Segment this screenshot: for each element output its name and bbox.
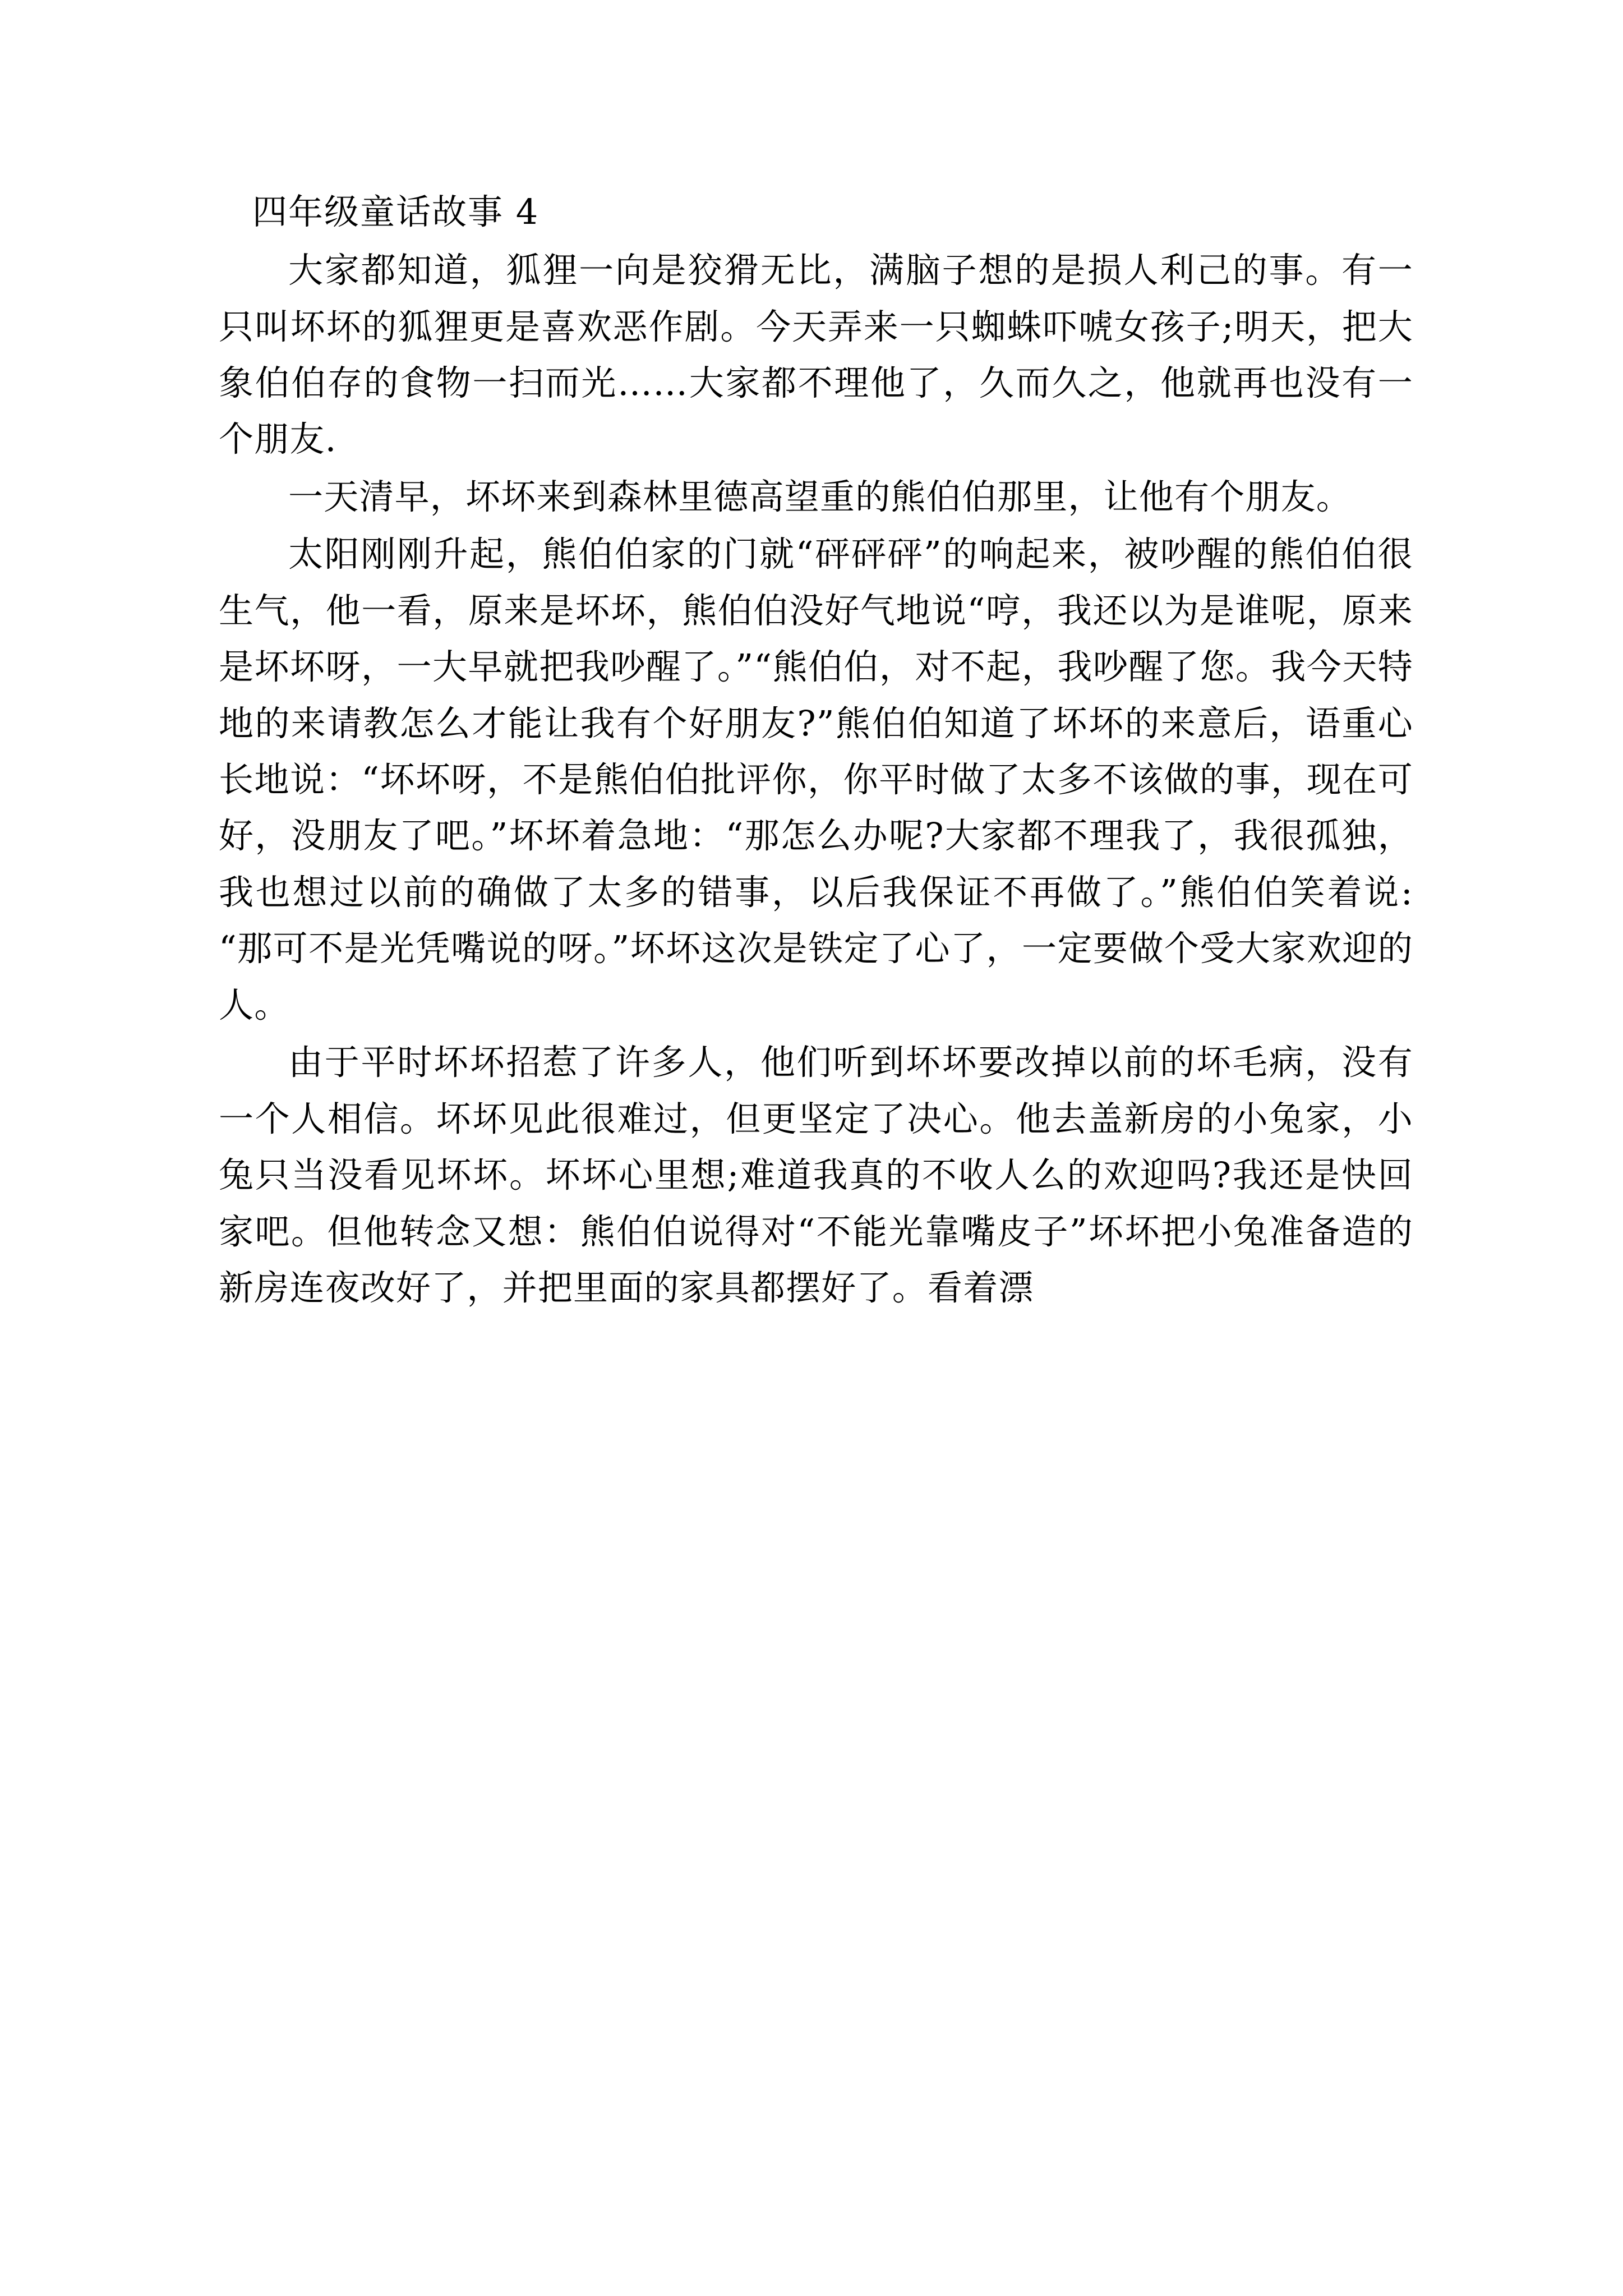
paragraph-2: 一天清早，坏坏来到森林里德高望重的熊伯伯那里，让他有个朋友。 [288, 476, 1352, 517]
paragraph-4: 由于平时坏坏招惹了许多人，他们听到坏坏要改掉以前的坏毛病，没有一个人相信。坏坏见此很难过，但更坚定了决心。他去盖新房的小兔家，小兔只当没看见坏坏。坏坏心里想;难道我真的不收人么的欢迎吗?我还是快回家吧。但他转念又想：熊伯伯说得对“不能光靠嘴皮子”坏坏把小兔准备造的新房连夜改好了，并把里面的家具都摆好了。看着漂 [219, 1042, 1413, 1308]
page-title: 四年级童话故事 4 [252, 191, 540, 232]
document-body [219, 185, 1413, 1316]
paragraph-1: 大家都知道，狐狸一向是狡猾无比，满脑子想的是损人利己的事。有一只叫坏坏的狐狸更是喜欢恶作剧。今天弄来一只蜘蛛吓唬女孩子;明天，把大象伯伯存的食物一扫而光……大家都不理他了，久而久之，他就再也没有一个朋友. [219, 250, 1413, 460]
paragraph-3: 太阳刚刚升起，熊伯伯家的门就“砰砰砰”的响起来，被吵醒的熊伯伯很生气，他一看，原来是坏坏，熊伯伯没好气地说“哼，我还以为是谁呢，原来是坏坏呀，一大早就把我吵醒了。”“熊伯伯，对不起，我吵醒了您。我今天特地的来请教怎么才能让我有个好朋友?”熊伯伯知道了坏坏的来意后，语重心长地说：“坏坏呀，不是熊伯伯批评你，你平时做了太多不该做的事，现在可好，没朋友了吧。”坏坏着急地：“那怎么办呢?大家都不理我了，我很孤独，我也想过以前的确做了太多的错事，以后我保证不再做了。”熊伯伯笑着说:“那可不是光凭嘴说的呀。”坏坏这次是铁定了心了，一定要做个受大家欢迎的人。 [219, 533, 1413, 1025]
